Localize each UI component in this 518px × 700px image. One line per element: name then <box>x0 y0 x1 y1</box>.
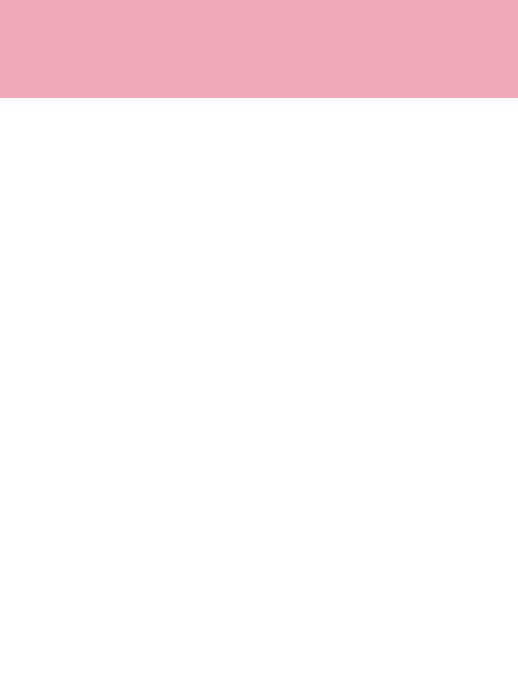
header-band <box>0 0 518 98</box>
